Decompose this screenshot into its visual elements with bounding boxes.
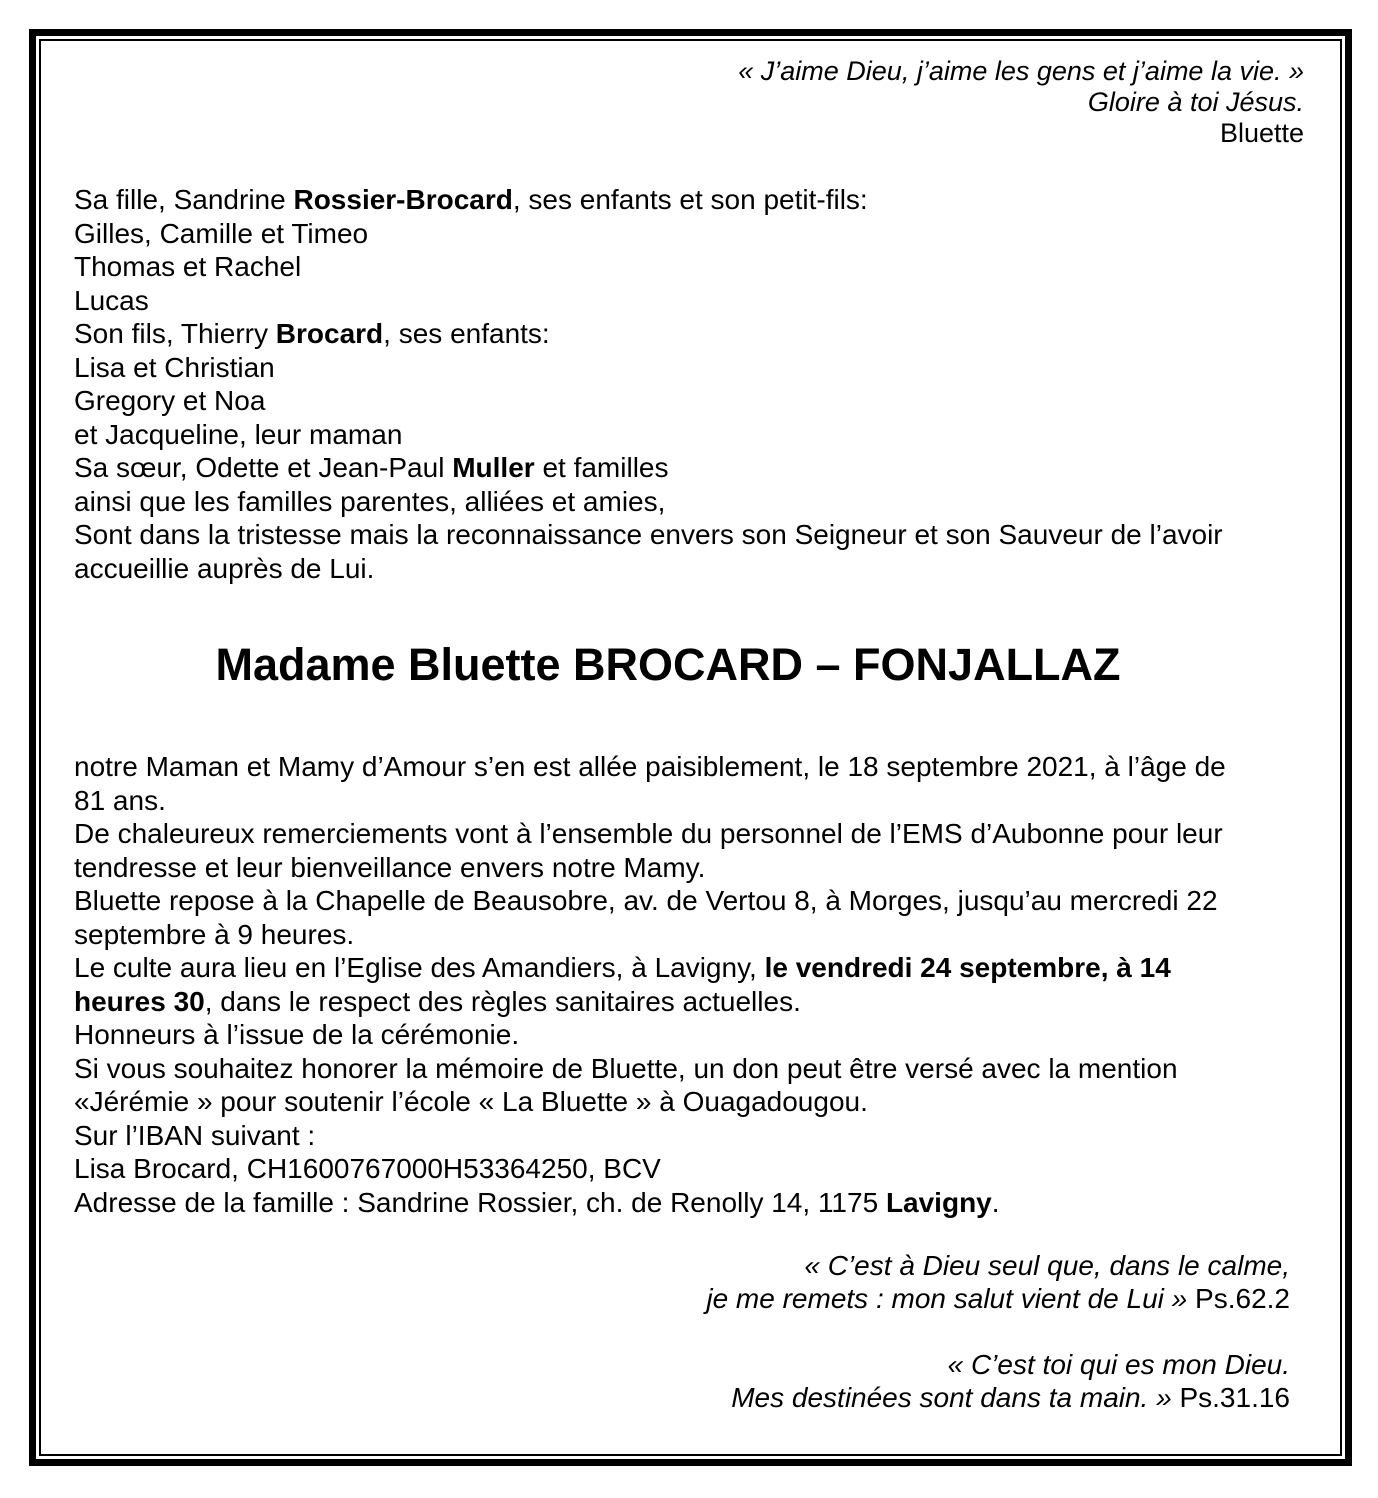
text-segment: Gilles, Camille et Timeo — [74, 217, 369, 249]
text-segment: Lavigny — [885, 1186, 992, 1218]
text-segment: Bluette — [1219, 118, 1304, 148]
text-segment: Mes destinées sont dans ta main. » — [731, 1382, 1172, 1413]
document-content — [41, 41, 1340, 1454]
text-line — [74, 250, 1262, 284]
text-segment: Adresse de la famille : Sandrine Rossier, ch. de Renolly 14, 1175 — [74, 1186, 886, 1218]
text-line — [74, 451, 1262, 485]
text-line — [74, 817, 1262, 884]
text-segment: et familles — [534, 452, 669, 483]
text-segment: Lucas — [74, 284, 149, 316]
text-segment: . — [991, 1186, 1000, 1218]
text-segment: Ps.31.16 — [1171, 1382, 1290, 1413]
text-segment: le vendredi 24 septembre, à 14 heures 30 — [74, 952, 1171, 1017]
text-segment: ainsi que les familles parentes, alliées et amies, — [74, 485, 666, 517]
text-line — [74, 1186, 1262, 1220]
text-segment: Le culte aura lieu en l’Eglise des Amandiers, à Lavigny, — [74, 952, 765, 983]
text-segment: Lisa et Christian — [74, 351, 275, 383]
text-line — [74, 317, 1262, 351]
opening-quote — [74, 56, 1304, 149]
text-line — [74, 118, 1304, 149]
text-segment: Bluette repose à la Chapelle de Beausobre, av. de Vertou 8, à Morges, jusqu’au mercredi 22 septembre à 9 heures. — [74, 885, 1218, 950]
text-line — [74, 518, 1262, 585]
text-segment: Honneurs à l’issue de la cérémonie. — [74, 1019, 520, 1050]
text-segment: « J’aime Dieu, j’aime les gens et j’aime la vie. » — [738, 56, 1304, 86]
text-line — [74, 1152, 1262, 1186]
text-line — [74, 351, 1262, 385]
family-notice — [74, 183, 1262, 585]
text-line — [74, 217, 1262, 251]
text-segment: Sont dans la tristesse mais la reconnaissance envers son Seigneur et son Sauveur de l’avoir accueillie auprès de Lui. — [74, 519, 1223, 584]
text-segment: Sa fille, Sandrine — [74, 184, 294, 215]
text-segment: et Jacqueline, leur maman — [74, 418, 403, 450]
text-segment: Si vous souhaitez honorer la mémoire de Bluette, un don peut être versé avec la mention «Jérémie » pour soutenir l’école « La Bluette » à Ouagadougou. — [74, 1052, 1178, 1117]
text-segment: « C’est toi qui es mon Dieu. — [947, 1349, 1290, 1380]
closing-quote-psalm-62 — [74, 1249, 1304, 1315]
text-segment: Sur l’IBAN suivant : — [74, 1119, 316, 1151]
text-segment: Muller — [452, 452, 535, 483]
text-line — [74, 1348, 1290, 1381]
text-segment: Rossier-Brocard — [293, 184, 513, 215]
text-line — [74, 1282, 1290, 1315]
document-frame — [29, 29, 1352, 1466]
text-line — [74, 1018, 1262, 1052]
announcement-body — [74, 750, 1262, 1219]
text-segment: Gloire à toi Jésus. — [1087, 87, 1304, 117]
text-segment: De chaleureux remerciements vont à l’ensemble du personnel de l’EMS d’Aubonne pour leur tendresse et leur bienveillance envers notre Mamy. — [74, 818, 1223, 883]
text-line — [74, 1119, 1262, 1153]
text-segment: Sa sœur, Odette et Jean-Paul — [74, 452, 453, 483]
text-line — [74, 418, 1262, 452]
text-line — [74, 284, 1262, 318]
closing-quote-psalm-31 — [74, 1348, 1304, 1414]
text-segment: Gregory et Noa — [74, 385, 266, 416]
text-segment: Brocard — [275, 318, 384, 349]
text-segment: Son fils, Thierry — [74, 318, 276, 349]
text-segment: « C’est à Dieu seul que, dans le calme, — [804, 1250, 1290, 1281]
text-line — [74, 87, 1304, 118]
text-segment: , dans le respect des règles sanitaires actuelles. — [204, 985, 801, 1017]
text-line — [74, 750, 1262, 817]
deceased-name-title: Madame Bluette BROCARD – FONJALLAZ — [215, 639, 1121, 690]
text-line — [74, 1052, 1262, 1119]
text-segment: , ses enfants et son petit-fils: — [512, 184, 868, 215]
text-segment: Ps.62.2 — [1187, 1283, 1290, 1314]
text-line — [74, 384, 1262, 418]
text-line — [74, 56, 1304, 87]
document-inner-frame — [39, 39, 1342, 1456]
text-segment: Lisa Brocard, CH1600767000H53364250, BCV — [74, 1153, 661, 1184]
text-line — [74, 183, 1262, 217]
text-line — [74, 485, 1262, 519]
text-segment: je me remets : mon salut vient de Lui » — [706, 1283, 1188, 1314]
text-line — [74, 1249, 1290, 1282]
text-segment: notre Maman et Mamy d’Amour s’en est allée paisiblement, le 18 septembre 2021, à l’âge de 81 ans. — [74, 751, 1226, 816]
text-segment: , ses enfants: — [383, 318, 550, 349]
text-line — [74, 1381, 1290, 1414]
text-line — [74, 884, 1262, 951]
text-segment: Thomas et Rachel — [74, 251, 302, 282]
text-line — [74, 951, 1262, 1018]
